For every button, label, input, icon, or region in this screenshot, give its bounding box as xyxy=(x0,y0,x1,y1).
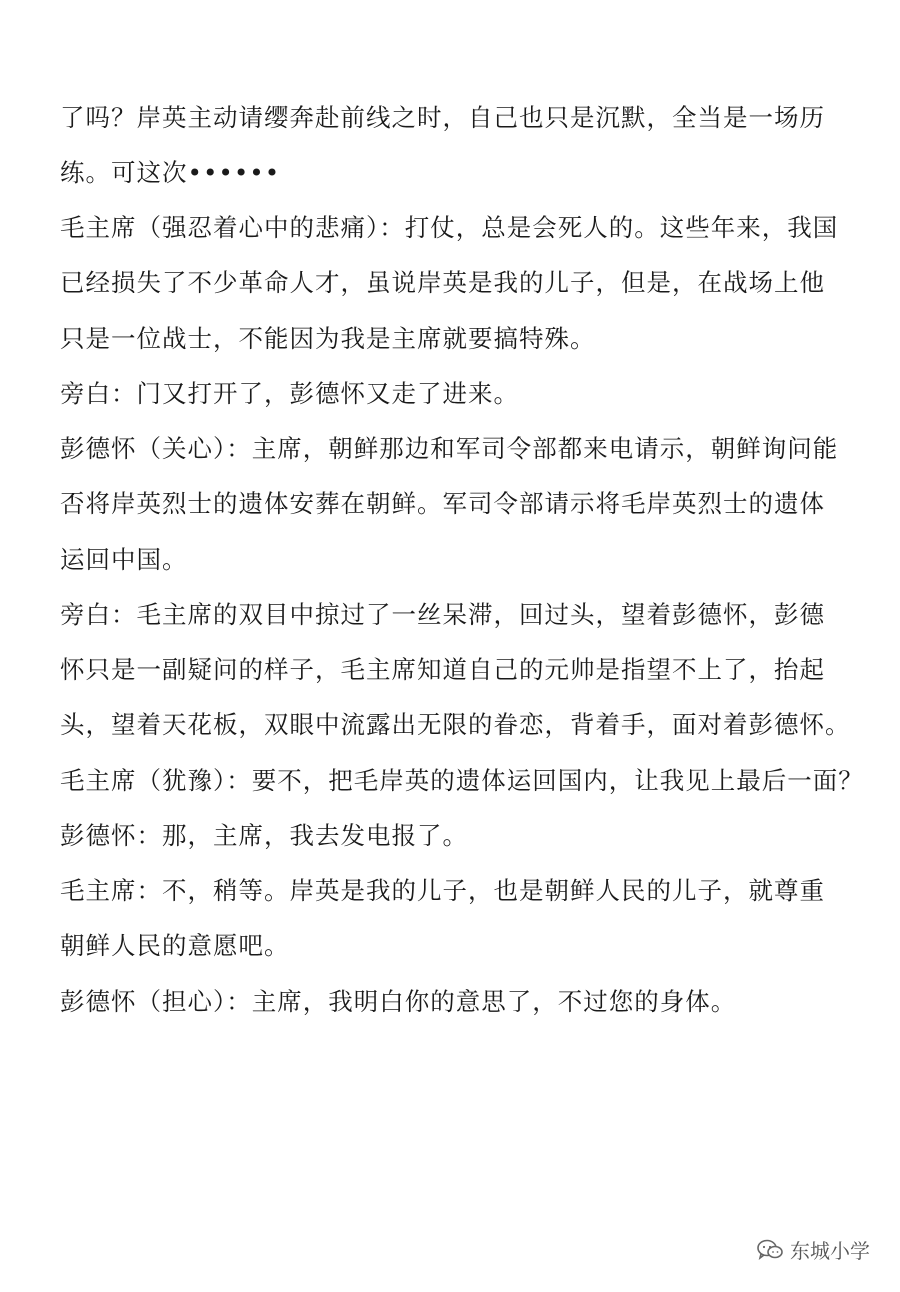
text-line-12: 头，望着天花板，双眼中流露出无限的眷恋，背着手，面对着彭德怀。 xyxy=(60,710,851,739)
text-line-5: 只是一位战士，不能因为我是主席就要搞特殊。 xyxy=(60,324,596,353)
watermark xyxy=(756,1235,870,1264)
text-line-10: 旁白：毛主席的双目中掠过了一丝呆滞，回过头，望着彭德怀，彭德 xyxy=(60,600,825,629)
text-line-14: 彭德怀：那，主席，我去发电报了。 xyxy=(60,821,468,850)
text-line-16: 朝鲜人民的意愿吧。 xyxy=(60,931,290,960)
wechat-icon xyxy=(756,1238,784,1262)
text-line-1: 了吗？岸英主动请缨奔赴前线之时，自己也只是沉默，全当是一场历 xyxy=(60,103,825,132)
text-line-3: 毛主席（强忍着心中的悲痛）：打仗，总是会死人的。这些年来，我国 xyxy=(60,213,839,242)
text-line-15: 毛主席：不，稍等。岸英是我的儿子，也是朝鲜人民的儿子，就尊重 xyxy=(60,876,825,905)
text-line-4: 已经损失了不少革命人才，虽说岸英是我的儿子，但是，在战场上他 xyxy=(60,268,825,297)
text-line-6: 旁白：门又打开了，彭德怀又走了进来。 xyxy=(60,379,519,408)
text-line-2: 练。可这次•••••• xyxy=(60,158,281,187)
text-line-17: 彭德怀（担心）：主席，我明白你的意思了，不过您的身体。 xyxy=(60,987,737,1016)
text-line-13: 毛主席（犹豫）：要不，把毛岸英的遗体运回国内，让我见上最后一面？ xyxy=(60,766,864,795)
text-line-9: 运回中国。 xyxy=(60,545,188,574)
text-line-8: 否将岸英烈士的遗体安葬在朝鲜。军司令部请示将毛岸英烈士的遗体 xyxy=(60,489,825,518)
watermark-text: 东城小学 xyxy=(790,1239,870,1263)
text-line-11: 怀只是一副疑问的样子，毛主席知道自己的元帅是指望不上了，抬起 xyxy=(60,655,825,684)
text-line-7: 彭德怀（关心）：主席，朝鲜那边和军司令部都来电请示，朝鲜询问能 xyxy=(60,434,839,463)
